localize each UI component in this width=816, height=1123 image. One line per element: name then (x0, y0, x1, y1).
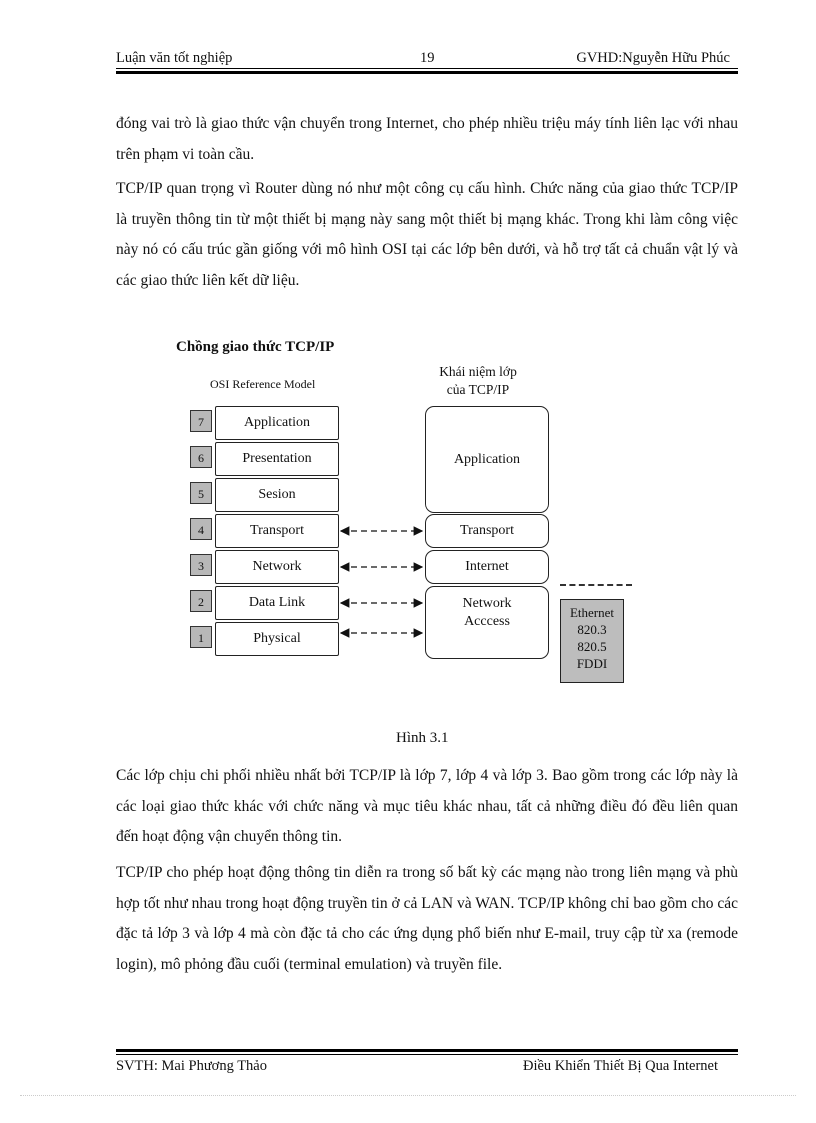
standard-8203: 820.3 (577, 622, 607, 637)
osi-layer-transport: Transport (215, 514, 339, 548)
osi-layer-presentation: Presentation (215, 442, 339, 476)
osi-layer-data-link: Data Link (215, 586, 339, 620)
ethernet-label: Ethernet (569, 605, 615, 620)
ethernet-standards-box (560, 599, 624, 683)
osi-layer-number-6: 6 (190, 446, 212, 468)
footer-rule-thick (116, 1049, 738, 1052)
tcp-heading-line2: của TCP/IP (446, 382, 510, 397)
header-rule-thick (116, 71, 738, 74)
paragraph-3: Các lớp chịu chi phối nhiều nhất bởi TCP/IP là lớp 7, lớp 4 và lớp 3. Bao gồm trong các lớp này là các loại giao thức khác với chức năng và mục tiêu khác nhau, tất cả những điều đó đều liên quan đến hoạt động vận chuyển thông tin. (116, 767, 738, 845)
figure-caption: Hình 3.1 (396, 730, 449, 746)
osi-layer-number-7: 7 (190, 410, 212, 432)
osi-layer-number-5: 5 (190, 482, 212, 504)
standard-8205: 820.5 (577, 639, 607, 654)
paragraph-1: đóng vai trò là giao thức vận chuyển trong Internet, cho phép nhiều triệu máy tính liên lạc với nhau trên phạm vi toàn cầu. (116, 115, 738, 163)
figure-title: Chồng giao thức TCP/IP (176, 339, 335, 355)
osi-heading: OSI Reference Model (210, 377, 316, 391)
tcp-network-line1: Network (462, 596, 512, 611)
tcpip-stack-figure (170, 335, 650, 695)
tcp-heading-line1: Khái niệm lớp (439, 364, 517, 379)
footer-student: SVTH: Mai Phương Thảo (116, 1058, 267, 1074)
osi-layer-number-3: 3 (190, 554, 212, 576)
paragraph-2: TCP/IP quan trọng vì Router dùng nó như một công cụ cấu hình. Chức năng của giao thức TCP/IP là truyền thông tin từ một thiết bị mạng này sang một thiết bị mạng khác. Trong khi làm công việc này nó có cấu trúc gần giống với mô hình OSI tại các lớp bên dưới, và hỗ trợ tất cả chuẩn vật lý và các giao thức liên kết dữ liệu. (116, 180, 738, 289)
osi-layer-application: Application (215, 406, 339, 440)
osi-layer-number-4: 4 (190, 518, 212, 540)
footer-thesis-title: Điều Khiển Thiết Bị Qua Internet (522, 1058, 718, 1074)
osi-layer-number-1: 1 (190, 626, 212, 648)
header-advisor: GVHD:Nguyễn Hữu Phúc (576, 50, 730, 66)
tcp-layer-application: Application (425, 406, 549, 513)
paragraph-4: TCP/IP cho phép hoạt động thông tin diễn ra trong số bất kỳ các mạng nào trong liên mạng và phù hợp tốt như nhau trong hoạt động truyền tin ở cả LAN và WAN. TCP/IP không chỉ bao gồm cho các đặc tả lớp 3 và lớp 4 mà còn đặc tả cho các ứng dụng phổ biến như E-mail, truy cập từ xa (remode login), mô phỏng đầu cuối (terminal emulation) và truyền file. (116, 864, 738, 973)
footer-rule-thin (116, 1054, 738, 1055)
tcp-network-line2: Acccess (464, 614, 510, 629)
standard-fddi: FDDI (576, 656, 608, 671)
ethernet-dashed-divider (560, 584, 632, 586)
osi-layer-number-2: 2 (190, 590, 212, 612)
page-header (116, 50, 738, 70)
osi-layer-physical: Physical (215, 622, 339, 656)
page-number: 19 (420, 50, 435, 66)
header-thesis-label: Luận văn tốt nghiệp (116, 50, 233, 66)
osi-layer-session: Sesion (215, 478, 339, 512)
osi-layer-network: Network (215, 550, 339, 584)
tcp-layer-internet: Internet (425, 550, 549, 584)
header-rule-thin (116, 68, 738, 69)
page-bottom-dotted-line (20, 1095, 796, 1096)
tcp-layer-transport: Transport (425, 514, 549, 548)
